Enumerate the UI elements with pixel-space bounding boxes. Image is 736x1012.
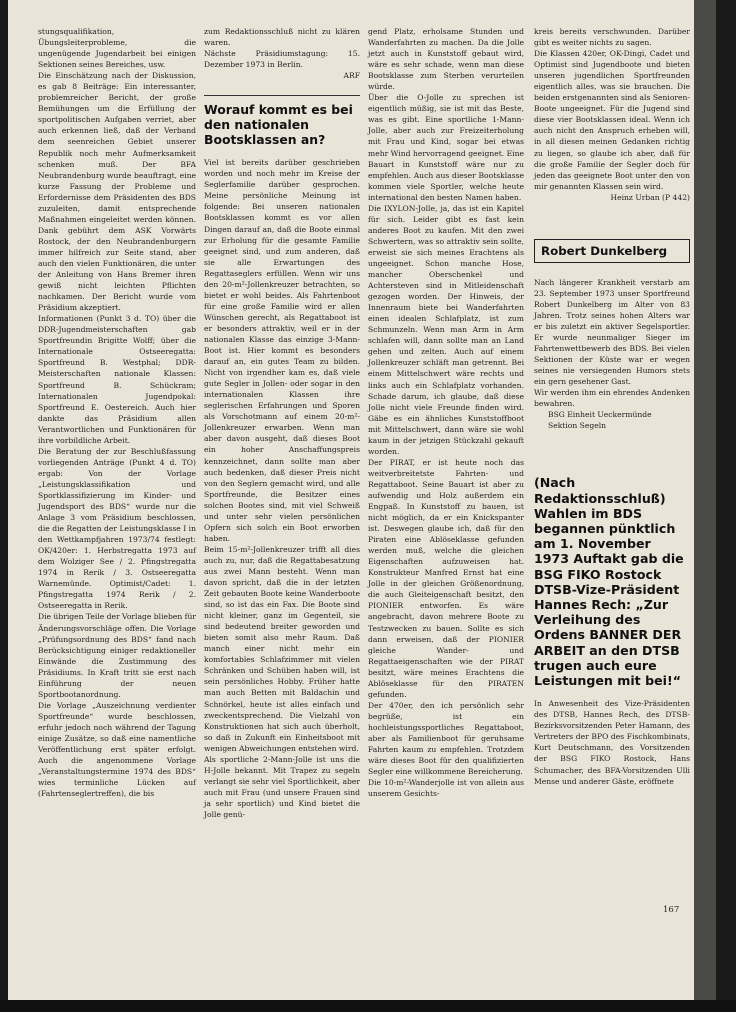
body-paragraph: Informationen (Punkt 3 d. TO) über die DDR-Jugendmeisterschaften gab Sportfreundin Brigitte Wolff; über die Internationale Ostseeregatta: Sportfreund B. Westphal; DDR-Meisterschaften nationale Klassen: Sportfreund B. Schückram; Internationalen Jugendpokal: Sportfreund E. Oestereich. Auch hier dankte das Präsidium allen Verantwortlichen und Funktionären für ihre vorbildliche Arbeit. bbox=[38, 314, 196, 445]
obituary-paragraph: Wir werden ihm ein ehrendes Andenken bewahren. bbox=[534, 388, 690, 409]
obituary-organization: BSG Einheit Ueckermünde bbox=[548, 410, 652, 420]
page-number: 167 bbox=[663, 905, 680, 915]
body-paragraph: Die Beratung der zur Beschlußfassung vorliegenden Anträge (Punkt 4 d. TO) ergab: Von der Vorlage „Leistungsklassifikation und Sportklassifizierung im Kinder- und Jugendsport des BDS“ wurde nur die Anlage 3 vom Präsidium beschlossen, die die Regatten der Leistungsklasse I in den Wettkampfjahren 1973/74 festlegt: OK/420er: 1. Herbstregatta 1973 auf dem Wolziger See / 2. Pfingstregatta 1974 in Rerik / 3. Ostseeregatta Warnemünde. Optimist/Cadet: 1. Pfingstregatta 1974 Rerik / 2. Ostseeregatta in Rerik. bbox=[38, 446, 196, 611]
body-paragraph: kreis bereits verschwunden. Darüber gibt es weiter nichts zu sagen. bbox=[534, 27, 690, 48]
body-paragraph: Die 10-m²-Wanderjolle ist von allein aus unserem Gesichts- bbox=[368, 778, 524, 799]
body-paragraph: Als sportliche 2-Mann-Jolle ist uns die H-Jolle bekannt. Mit Trapez zu segeln verlangt sie sehr viel Sportlichkeit, aber auch mit Frau (und unsere Frauen sind ja sehr sportlich) und Kind bietet die Jolle genü- bbox=[204, 754, 360, 819]
body-paragraph: Beim 15-m²-Jollenkreuzer trifft all dies auch zu, nur, daß die Regattabesatzung aus zwei Mann besteht. Wenn man davon spricht, daß die in der letzten Zeit gebauten Boote keine Wanderboote sind, so ist das ein Fax. Die Boote sind nicht kleiner, ganz im Gegenteil, sie sind bedeutend breiter geworden und bieten somit also mehr Raum. Daß manch einer nicht mehr ein komfortables Schlafzimmer mit vielen Schränken und Schüben haben will, ist sein persönliches Hobby. Früher hatte man auch Betten mit Baldachin und Schnörkel, heute ist alles einfach und zweckentsprechend. Die Vielzahl von Konstruktionen hat sich auch überholt, so daß in Zukunft ein Einheitsboot mit wenigen Abweichungen entstehen wird. bbox=[204, 544, 360, 753]
obituary-title-box bbox=[534, 239, 690, 263]
intro-paragraph: Nächste Präsidiumstagung: 15. Dezember 1973 in Berlin. bbox=[204, 49, 360, 70]
body-paragraph: gend Platz, erholsame Stunden und Wanderfahrten zu machen. Da die Jolle jetzt auch in Kunststoff gebaut wird, wäre es sehr schade, wenn man diese Bootsklasse zum Sterben verurteilen würde. bbox=[368, 27, 524, 92]
intro-signature: ARF bbox=[343, 71, 360, 81]
magazine-page bbox=[8, 0, 716, 1012]
scan-edge-bottom bbox=[0, 1000, 736, 1012]
body-paragraph: Viel ist bereits darüber geschrieben worden und noch mehr im Kreise der Seglerfamilie darüber gesprochen. Meine persönliche Meinung ist folgende: Bei unseren nationalen Bootsklassen kommt es vor allen Dingen darauf an, daß die Boote einmal zur Erholung für die gesamte Familie geeignet sind, und zum anderen, daß sie alle Erwartungen des Regattaseglers erfüllen. Wenn wir uns den 20-m²-Jollenkreuzer betrachten, so bietet er wohl beides. Als Fahrtenboot für eine große Familie wird er allen Wünschen gerecht, als Regattaboot ist er besonders attraktiv, weil er in der nationalen Klasse das einzige 3-Mann-Boot ist. Hier kommt es besonders darauf an, ein gutes Team zu bilden. Nicht von irgendher kam es, daß viele gute Segler in Jollen- oder sogar in den internationalen Klassen ihre seglerischen Erfahrungen und Sporen als Vorschotmann auf einem 20-m²-Jollenkreuzer erwarben. Wenn man aber davon ausgeht, daß dieses Boot ein hoher Anschaffungspreis kennzeichnet, dann sollte man aber auch bedenken, daß dieser Preis nicht von den Seglern gemacht wird, und alle Sportfreunde, die Besitzer eines solchen Bootes sind, mit viel Schweiß und unter sehr vielen persönlichen Opfern sich solch ein Boot erworben haben. bbox=[204, 158, 360, 543]
news-headline: (Nach Redaktionsschluß) Wahlen im BDS begannen pünktlich am 1. November 1973 Auftakt gab die BSG FIKO Rostock DTSB-Vize-Präsident Hannes Rech: „Zur Verleihung des Ordens BANNER DER ARBEIT an den DTSB trugen auch eure Leistungen mit bei!“ bbox=[534, 475, 684, 689]
column-4 bbox=[534, 26, 690, 787]
article-headline: Worauf kommt es bei den nationalen Bootsklassen an? bbox=[204, 95, 360, 147]
body-paragraph: Die Vorlage „Auszeichnung verdienter Sportfreunde“ wurde beschlossen, erfuhr jedoch noch während der Tagung einige Zusätze, so daß eine namentliche Veröffentlichung erst später erfolgt. Auch die angenommene Vorlage „Veranstaltungstermine 1974 des BDS“ wies terminliche Lücken auf (Fahrtenseglertreffen), die bis bbox=[38, 700, 196, 799]
obituary-title: Robert Dunkelberg bbox=[541, 243, 668, 258]
body-paragraph: In Anwesenheit des Vize-Präsidenten des DTSB, Hannes Rech, des DTSB-Bezirksvorsitzenden Peter Hamann, des Vertreters der BPO des Fischkombinats, Kurt Deutschmann, des Vorsitzenden der BSG FIKO Rostock, Hans Schumacher, des BFA-Vorsitzenden Ulli Mense und anderer Gäste, eröffnete bbox=[534, 699, 690, 786]
body-paragraph: stungsqualifikation, Übungsleiterprobleme, die ungenügende Jugendarbeit bei einigen Sektionen seines Bereiches, usw. bbox=[38, 27, 196, 70]
body-paragraph: Die übrigen Teile der Vorlage blieben für Änderungsvorschläge offen. Die Vorlage „Prüfungsordnung des BDS“ fand nach Berücksichtigung einiger redaktioneller Einwände die Zustimmung des Präsidiums. In Kraft tritt sie erst nach Einführung der neuen Sportbootanordnung. bbox=[38, 612, 196, 699]
column-2 bbox=[204, 26, 360, 820]
body-paragraph: Der PIRAT, er ist heute noch das weitverbreitetste Fahrten- und Regattaboot. Seine Bauart ist aber zu aufwendig und Holz außerdem ein Engpaß. In Kunststoff zu bauen, ist nicht möglich, da er ein Knickspanter ist. Deswegen glaube ich, daß für den Piraten eine Ablöseklasse gefunden werden muß, welche die gleichen Eigenschaften aufzuweisen hat. Konstrukteur Manfred Ernst hat eine Jolle in der gleichen Größenordnung, die auch Gleiteigenschaft besitzt, den PIONIER entworfen. Es wäre angebracht, davon mehrere Boote zu Testzwecken zu bauen. Sollte es sich dann erweisen, daß der PIONIER gleiche Wander- und Regattaeigenschaften wie der PIRAT besitzt, wäre meines Erachtens die Ablöseklasse für den PIRATEN gefunden. bbox=[368, 457, 524, 699]
body-paragraph: Die Klassen 420er, OK-Dingi, Cadet und Optimist sind Jugendboote und bieten unseren jugendlichen Sportfreunden eigentlich alles, was sie brauchen. Die beiden erstgenannten sind als Senioren-Boote ungeeignet. Für die Jugend sind diese vier Bootsklassen ideal. Wenn ich auch nicht den Anspruch erheben will, in all diesen meinen Gedanken richtig zu liegen, so glaube ich aber, daß für die große Familie der Segler doch für jeden das geeignete Boot unter den von mir genannten Klassen sein wird. bbox=[534, 49, 690, 191]
body-paragraph: Die Einschätzung nach der Diskussion, es gab 8 Beiträge: Ein interessanter, problemreicher Bericht, der große Bemühungen um die Erfüllung der sportpolitischen Aufgaben verriet, aber auch erkennen ließ, daß der Verband dem seenreichen Gebiet unserer Republik noch mehr Aufmerksamkeit schenken muß. Der BFA Neubrandenburg wurde beauftragt, eine kurze Fassung der Probleme und Erfordernisse dem Präsidenten des BDS zuzuleiten, damit entsprechende Maßnahmen eingeleitet werden können. Dank gebührt dem ASK Vorwärts Rostock, der den Neubrandenburgern immer hilfreich zur Seite stand, aber auch den vielen Funktionären, die unter der Anleitung von Hans Bremer ihren gewiß nicht leichten Pflichten nachkamen. Der Bericht wurde vom Präsidium akzeptiert. bbox=[38, 71, 196, 313]
intro-paragraph: zum Redaktionsschluß nicht zu klären waren. bbox=[204, 27, 360, 48]
column-3 bbox=[368, 26, 524, 799]
body-paragraph: Die IXYLON-Jolle, ja, das ist ein Kapitel für sich. Leider gibt es fast kein anderes Boot zu kaufen. Mit den zwei Schwertern, was so attraktiv sein sollte, erweist sie sich meines Erachtens als ungeeignet. Schon manche Hose, mancher Oberschenkel und Achtersteven sind in Mitleidenschaft gezogen worden. Der Hinweis, der Innenraum biete bei Wanderfahrten einen idealen Schlafplatz, ist zum Schmunzeln. Wenn man Arm in Arm schlafen will, dann sollte man an Land gehen und zelten. Auch auf einem Jollenkreuzer schläft man getrennt. Bei einem Mittelschwert wäre rechts und links auch ein Schlafplatz vorhanden. Schade darum, ich glaube, daß diese Jolle nicht viele Freunde finden wird. Gäbe es ein ähnliches Kunststoffboot mit Mittelschwert, dann wäre sie wohl kaum in der jetzigen Stückzahl gekauft worden. bbox=[368, 203, 524, 456]
author-signature: Heinz Urban (P 442) bbox=[610, 192, 690, 202]
body-paragraph: Der 470er, den ich persönlich sehr begrüße, ist ein hochleistungssportliches Regattaboot, aber als Familienboot für geruhsame Fahrten kaum zu empfehlen. Trotzdem wäre dieses Boot für den qualifizierten Segler eine willkommene Bereicherung. bbox=[368, 700, 524, 777]
body-paragraph: Über die O-Jolle zu sprechen ist eigentlich müßig, sie ist mit das Beste, was es gibt. Eine sportliche 1-Mann-Jolle, aber auch zur Freizeiterholung mit Frau und Kind, sogar bei etwas mehr Wind hervorragend geeignet. Eine Bauart in Kunststoff wäre nur zu empfehlen. Auch aus dieser Bootsklasse kommen viele Sportler, welche heute international den besten Namen haben. bbox=[368, 93, 524, 202]
obituary-organization: Sektion Segeln bbox=[548, 421, 607, 431]
column-1 bbox=[38, 26, 196, 799]
obituary-paragraph: Nach längerer Krankheit verstarb am 23. September 1973 unser Sportfreund Robert Dunkelberg im Alter von 83 Jahren. Trotz seines hohen Alters war er bis zuletzt ein aktiver Segelsportler. Er wurde neunmaliger Sieger im Fahrtenwettbewerb des BDS. Bei vielen Sektionen der Küste war er wegen seines nie versiegenden Humors stets ein gern gesehener Gast. bbox=[534, 277, 690, 387]
scan-edge-right bbox=[694, 0, 716, 1012]
